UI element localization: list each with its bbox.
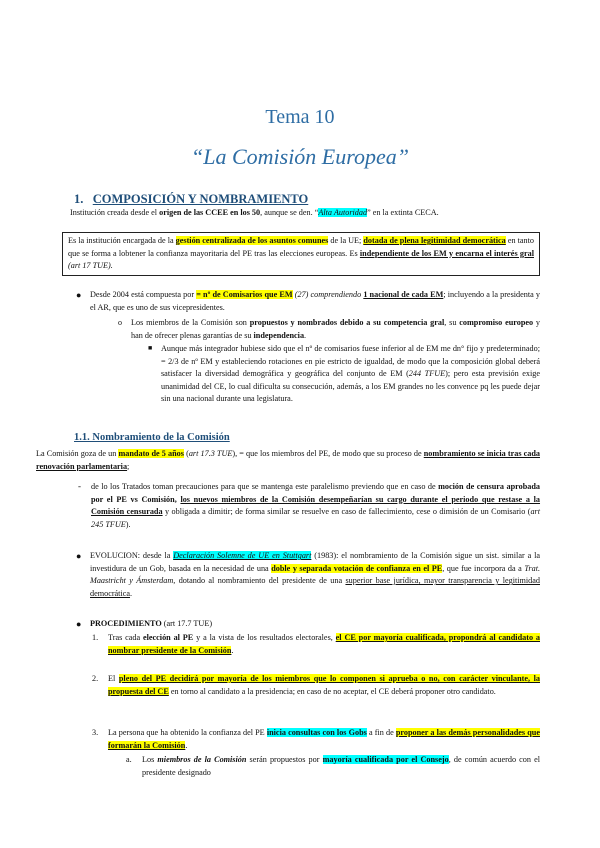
text: PROCEDIMIENTO xyxy=(90,619,162,628)
text: y a la vista de los resultados electorales, xyxy=(193,633,336,642)
text: Trat. Maastricht y Ámsterdam xyxy=(90,563,541,586)
text: en torno al candidato a la presidencia; en caso de no aceptar, el CE deberá proponer otro candidato. xyxy=(168,686,496,696)
text: . xyxy=(304,330,307,340)
text: mayoría cualificada por el Consejo xyxy=(322,755,449,764)
text: (art 17 TUE). xyxy=(68,261,113,271)
text: ). xyxy=(125,519,131,529)
step-2 xyxy=(108,673,540,698)
text: = nº de Comisarios que EM xyxy=(196,290,293,299)
section-heading xyxy=(74,192,308,207)
bullet-icon: ■ xyxy=(148,344,153,352)
text: inicia consultas con los Gobs xyxy=(266,728,367,737)
text: 244 TFUE xyxy=(408,369,446,379)
procedure-label xyxy=(90,618,540,631)
text: . xyxy=(185,740,188,750)
dash-paragraph xyxy=(91,481,540,531)
text: La persona que ha obtenido la confianza del PE xyxy=(108,728,267,737)
step-1 xyxy=(108,632,540,657)
definition-box xyxy=(62,232,540,276)
text: ( xyxy=(183,449,189,458)
text: mandato de 5 años xyxy=(118,449,184,458)
step-number: 1. xyxy=(92,633,99,642)
step-number: 3. xyxy=(92,728,99,737)
text: elección al PE xyxy=(142,633,194,642)
text: El xyxy=(108,674,119,683)
text: los nuevos miembros de la Comisión desempeñarían su cargo durante el periodo que restase a la Comisión censurada xyxy=(91,494,541,517)
text: compromiso europeo xyxy=(459,318,534,327)
text: Aunque más integrador hubiese sido que el nº de comisarios fuese inferior al de EM me dn° fijo y predeterminado; = 2/3 de nº EM y estableciendo rotaciones en pie estricto de igualdad, de modo que la composición global deberá satisfacer la diversidad demográfica y geográfica del conjunto de EM ( xyxy=(161,344,540,379)
text: , de común acuerdo con el presidente designado xyxy=(142,755,541,777)
text: pleno del PE decidirá por mayoría de los miembros que lo componen si aprueba o no, con carácter vinculante, la propuesta del CE xyxy=(108,674,540,696)
text: Declaración Solemne de UE en Stuttgart xyxy=(173,551,312,560)
text: art 17.3 TUE xyxy=(188,449,233,458)
text: Es la institución encargada de la xyxy=(68,236,176,245)
text: proponer a las demás personalidades que formarán la Comisión xyxy=(108,728,540,750)
intro-paragraph xyxy=(70,207,540,220)
text: , su xyxy=(444,318,460,327)
bullet-icon: ● xyxy=(76,551,82,561)
section-number: 1. xyxy=(74,192,84,206)
text: , mayor transparencia y legitimidad democrática xyxy=(90,576,540,598)
text: ” en la extinta CECA. xyxy=(367,208,439,217)
bullet-icon: ● xyxy=(76,619,82,629)
step-letter: a. xyxy=(126,755,132,764)
dash-icon: - xyxy=(78,481,81,491)
step-number: 2. xyxy=(92,674,99,683)
text: 1 nacional de cada EM xyxy=(363,290,444,299)
mandate-paragraph xyxy=(36,448,540,473)
text: Alta Autoridad xyxy=(318,208,368,217)
text: el CE por mayoría cualificada, propondrá al candidato a nombrar presidente de la Comisión xyxy=(108,633,540,655)
bullet-icon: o xyxy=(118,318,122,327)
text: . xyxy=(231,645,234,655)
step-a xyxy=(142,754,540,779)
text: Tras cada xyxy=(108,633,143,642)
text: de la UE; xyxy=(328,236,364,245)
text: doble y separada votación de confianza en el PE xyxy=(271,563,443,573)
text: independiente de los EM y encarna el interés gral xyxy=(359,248,534,258)
text: (art 17.7 TUE) xyxy=(161,619,213,628)
step-3 xyxy=(108,727,540,752)
text: y han de ofrecer plenas garantías de su xyxy=(131,318,541,340)
text: propuestos y nombrados debido a su competencia gral xyxy=(249,318,445,327)
text: Los xyxy=(142,755,158,764)
section-title: COMPOSICIÓN Y NOMBRAMIENTO xyxy=(92,192,309,206)
text: serán propuestos por xyxy=(246,755,323,764)
text: ); pero esta previsión exige unanimidad del CE, lo cual dificulta su consecución, además, a los EM grandes no les convence pq les puede dejar sin una nacional durante una legislatura. xyxy=(161,369,540,404)
text: Los miembros de la Comisión son xyxy=(131,318,250,327)
text: moción de censura aprobada por el PE vs Comisión, xyxy=(91,482,540,504)
sub-bullet-paragraph xyxy=(131,317,540,342)
text: nombramiento se inicia tras cada renovación parlamentaria xyxy=(36,449,540,471)
text: ), = que los miembros del PE, de modo que su proceso de xyxy=(232,449,424,458)
text: superior base jurídica xyxy=(345,576,419,586)
text: independencia xyxy=(253,330,305,340)
bullet-paragraph xyxy=(90,289,540,314)
text: ; incluyendo a la presidenta y el AR, que es uno de sus vicepresidentes. xyxy=(90,290,541,312)
evolution-paragraph xyxy=(90,550,540,600)
document-title: “La Comisión Europea” xyxy=(190,144,409,169)
text: y obligada a dimitir; de forma similar se resuelve en caso de fallecimiento, cese o dimisión de un Comisario ( xyxy=(162,507,531,517)
text: Institución creada desde el xyxy=(70,208,160,217)
text: a fin de xyxy=(366,728,396,737)
text: miembros de la Comisión xyxy=(157,755,247,764)
text: en tanto que se forma a lobtener la confianza mayoritaria del PE tras las elecciones europeas. Es xyxy=(68,236,534,258)
text: , que fue incorpora da a xyxy=(442,563,525,573)
sub-sub-bullet-paragraph xyxy=(161,343,540,406)
text: origen de las CCEE en los 50 xyxy=(159,208,261,217)
text: de lo los Tratados toman precauciones para que se mantenga este paralelismo previendo que en caso de xyxy=(91,482,439,491)
bullet-icon: ● xyxy=(76,290,82,300)
text: . xyxy=(130,588,133,598)
text: , aunque se den. “ xyxy=(260,208,319,217)
text: , dotando al nombramiento del presidente de una xyxy=(173,576,346,586)
text: Desde 2004 está compuesta por xyxy=(90,290,197,299)
subsection-heading: 1.1. Nombramiento de la Comisión xyxy=(74,432,230,443)
text: (1983): el nombramiento de la Comisión sigue un sist. similar a la investidura de un Gob, basada en la necesidad de una xyxy=(90,551,540,573)
text: (27) comprendiendo xyxy=(292,290,364,299)
text: EVOLUCION: desde la xyxy=(90,551,174,560)
text: ; xyxy=(127,461,130,471)
text: art 245 TFUE xyxy=(91,507,540,529)
tema-heading: Tema 10 xyxy=(265,106,335,128)
text: La Comisión goza de un xyxy=(36,449,119,458)
text: dotada de plena legitimidad democrática xyxy=(363,236,506,245)
text: gestión centralizada de los asuntos comunes xyxy=(175,236,329,245)
